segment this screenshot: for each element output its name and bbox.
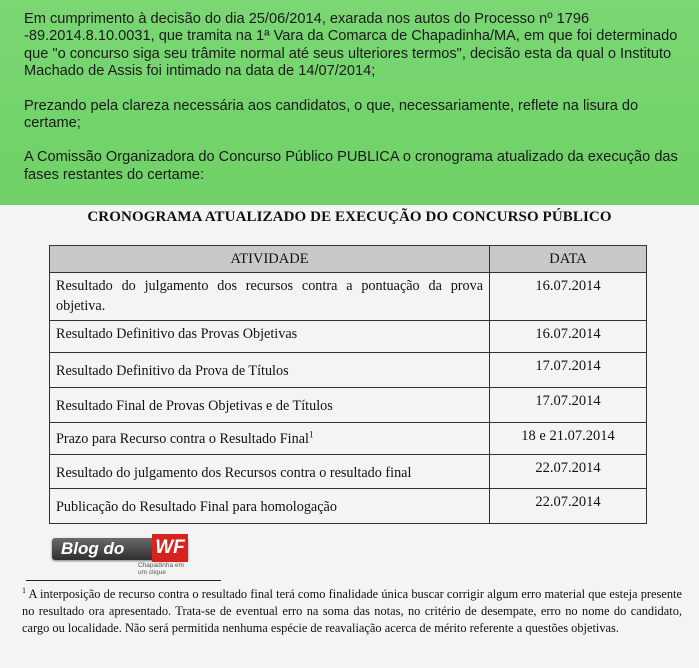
date-cell: 17.07.2014 <box>490 353 647 388</box>
intro-paragraph-publish: A Comissão Organizadora do Concurso Público PUBLICA o cronograma atualizado da execução das fases restantes do certame: <box>24 149 678 183</box>
activity-cell: Resultado Definitivo das Provas Objetivas <box>50 321 490 353</box>
table-header-row <box>50 246 647 273</box>
activity-cell <box>50 489 490 524</box>
schedule-table <box>49 245 647 524</box>
schedule-title: CRONOGRAMA ATUALIZADO DE EXECUÇÃO DO CONCURSO PÚBLICO <box>87 209 612 225</box>
activity-text: Publicação do Resultado Final para homologação <box>56 499 337 515</box>
table-row <box>50 388 647 423</box>
footnote-divider <box>26 580 221 581</box>
date-cell: 16.07.2014 <box>490 321 647 353</box>
table-row <box>50 321 647 353</box>
table-row <box>50 423 647 455</box>
intro-paragraph-clarity: Prezando pela clareza necessária aos candidatos, o que, necessariamente, reflete na lisura do certame; <box>24 97 639 132</box>
table-row <box>50 455 647 489</box>
logo-text: Blog do <box>61 539 125 558</box>
activity-cell <box>50 455 490 489</box>
activity-text: Prazo para Recurso contra o Resultado Final <box>56 431 309 447</box>
footnote <box>22 586 682 636</box>
logo-tagline: Chapadinha em um clique <box>138 562 184 576</box>
activity-cell <box>50 388 490 423</box>
logo-mark: WF <box>152 534 188 562</box>
activity-cell: Resultado do julgamento dos recursos contra a pontuação da prova objetiva. <box>50 273 490 321</box>
activity-cell <box>50 353 490 388</box>
date-cell: 17.07.2014 <box>490 388 647 423</box>
date-cell: 22.07.2014 <box>490 489 647 524</box>
date-cell: 22.07.2014 <box>490 455 647 489</box>
header-activity: ATIVIDADE <box>50 246 490 273</box>
date-cell: 16.07.2014 <box>490 273 647 321</box>
table-row <box>50 273 647 321</box>
activity-text: Resultado Definitivo da Prova de Títulos <box>56 363 289 379</box>
intro-box <box>0 0 699 205</box>
table-row <box>50 489 647 524</box>
intro-paragraph-decision: Em cumprimento à decisão do dia 25/06/2014, exarada nos autos do Processo nº 1796 -89.2014.8.10.0031, que tramita na 1ª Vara da Comarca de Chapadinha/MA, em que foi determinado que "o concurso siga seu trâmite normal até seus ulteriores termos", decisão esta da qual o Instituto Machado de Assis foi intimado na data de 14/07/2014; <box>24 11 678 80</box>
footnote-text: A interposição de recurso contra o resultado final terá como finalidade única buscar corrigir algum erro material que esteja presente no resultado ora apresentado. Trata-se de eventual erro na soma das notas, no critério de desempate, erro no nome do candidato, cargo ou localidade. Não será permitida nenhuma espécie de reavaliação acerca de mérito referente a questões objetivas. <box>22 587 682 635</box>
date-cell: 18 e 21.07.2014 <box>490 423 647 455</box>
activity-text: Resultado Final de Provas Objetivas e de Títulos <box>56 398 333 414</box>
table-row <box>50 353 647 388</box>
footnote-ref: 1 <box>308 429 314 440</box>
blog-logo <box>52 534 192 576</box>
activity-text: Resultado do julgamento dos Recursos contra o resultado final <box>56 465 412 481</box>
activity-cell <box>50 423 490 455</box>
footnote-marker: 1 <box>22 586 26 595</box>
header-date: DATA <box>490 246 647 273</box>
